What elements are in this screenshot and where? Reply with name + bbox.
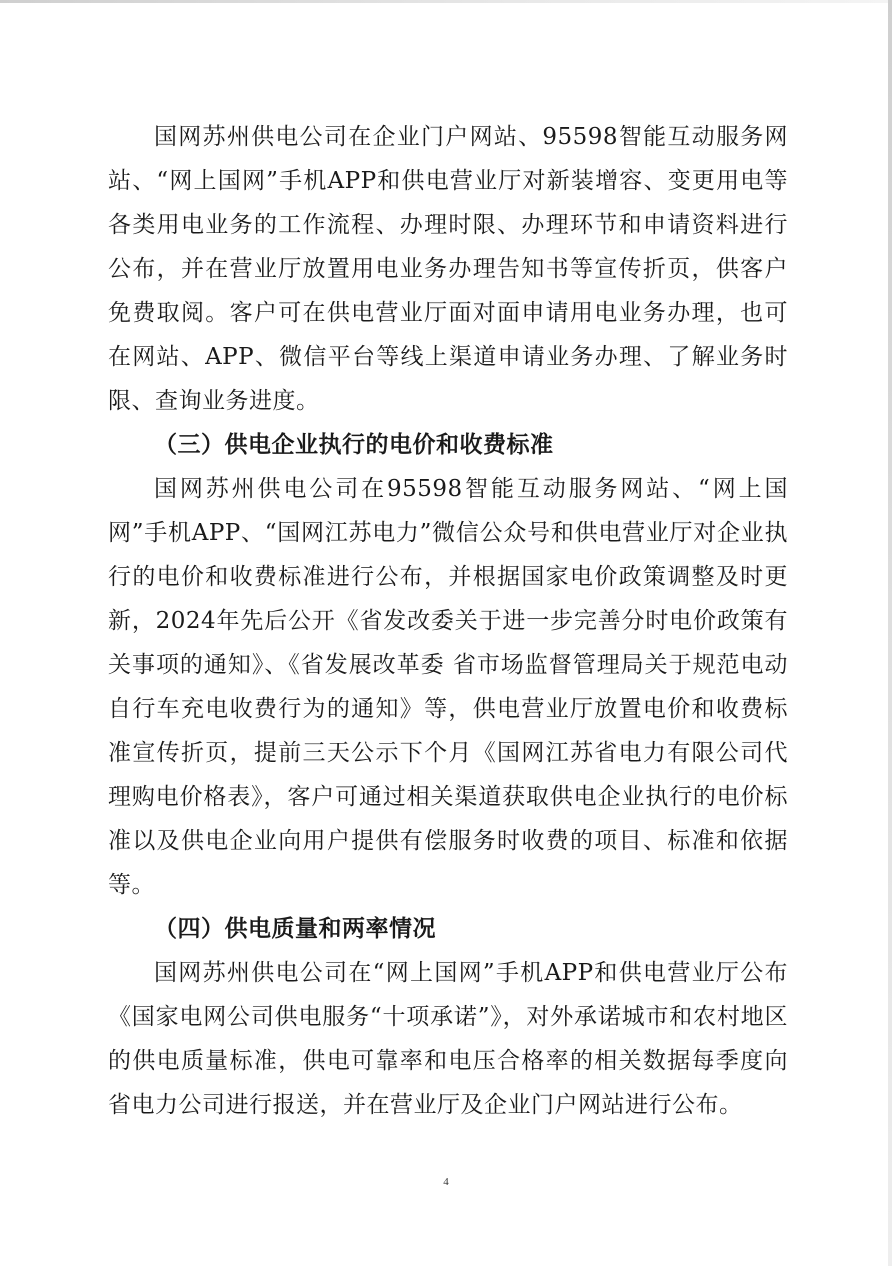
scan-edge-right [888, 0, 892, 1266]
document-page [108, 115, 788, 1127]
scan-edge-top [0, 0, 892, 3]
section-heading-electricity-price: （三）供电企业执行的电价和收费标准 [154, 432, 554, 458]
page-number: 4 [443, 1176, 449, 1188]
section-heading-supply-quality: （四）供电质量和两率情况 [154, 916, 436, 942]
paragraph-supply-quality: 国网苏州供电公司在“网上国网”手机APP和供电营业厅公布《国家电网公司供电服务“十项承诺”》，对外承诺城市和农村地区的供电质量标准，供电可靠率和电压合格率的相关数据每季度向省电力公司进行报送，并在营业厅及企业门户网站进行公布。 [108, 960, 788, 1118]
paragraph-electricity-price: 国网苏州供电公司在95598智能互动服务网站、“网上国网”手机APP、“国网江苏电力”微信公众号和供电营业厅对企业执行的电价和收费标准进行公布，并根据国家电价政策调整及时更新，2024年先后公开《省发改委关于进一步完善分时电价政策有关事项的通知》、《省发展改革委 省市场监督管理局关于规范电动自行车充电收费行为的通知》等，供电营业厅放置电价和收费标准宣传折页，提前三天公示下个月《国网江苏省电力有限公司代理购电价格表》，客户可通过相关渠道获取供电企业执行的电价标准以及供电企业向用户提供有偿服务时收费的项目、标准和依据等。 [108, 476, 788, 898]
paragraph-online-services: 国网苏州供电公司在企业门户网站、95598智能互动服务网站、“网上国网”手机APP和供电营业厅对新装增容、变更用电等各类用电业务的工作流程、办理时限、办理环节和申请资料进行公布，并在营业厅放置用电业务办理告知书等宣传折页，供客户免费取阅。客户可在供电营业厅面对面申请用电业务办理，也可在网站、APP、微信平台等线上渠道申请业务办理、了解业务时限、查询业务进度。 [108, 124, 788, 414]
